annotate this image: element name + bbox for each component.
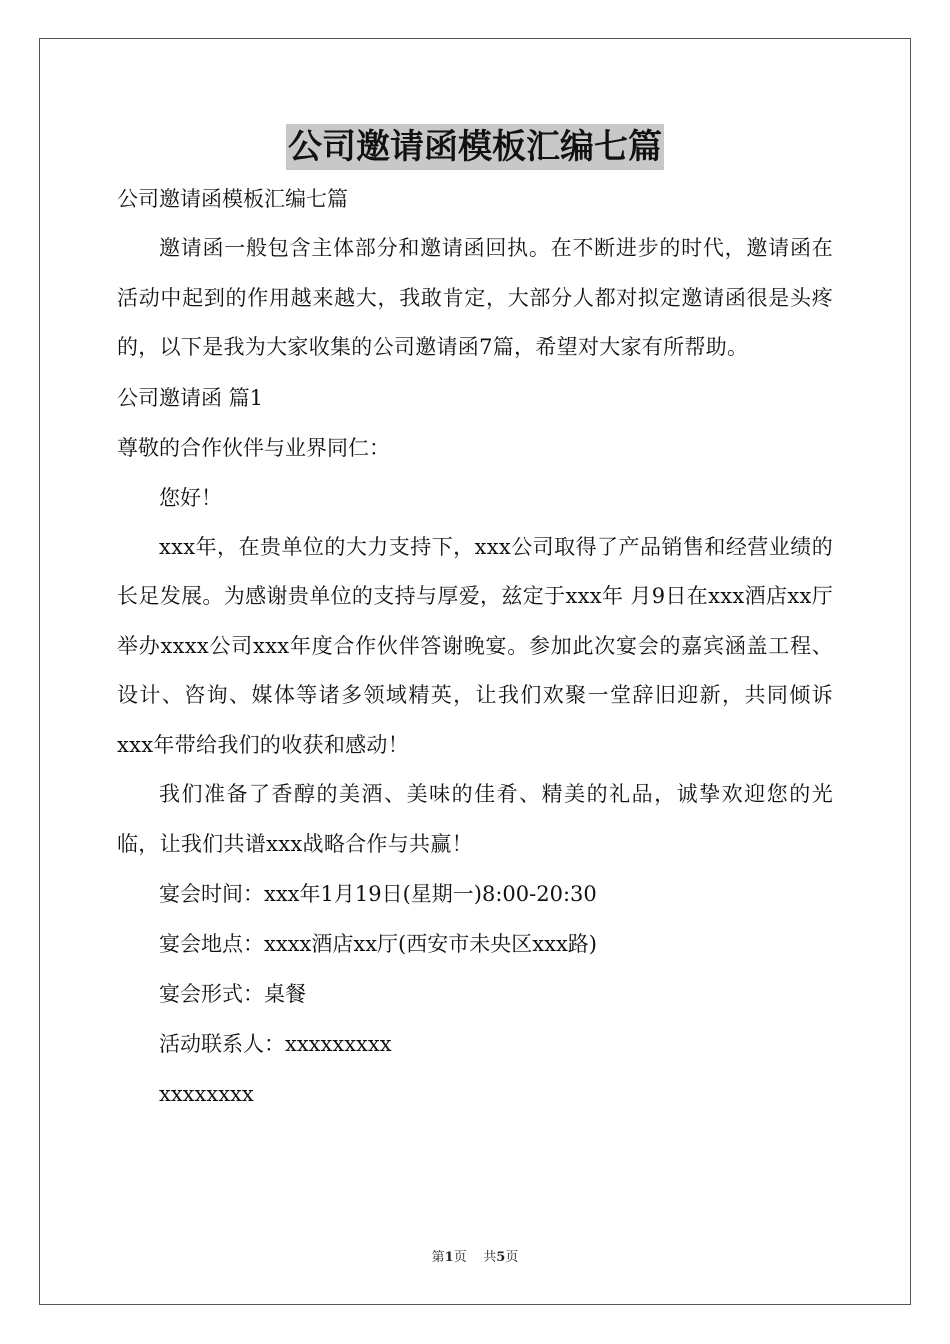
intro-paragraph: 邀请函一般包含主体部分和邀请函回执。在不断进步的时代，邀请函在活动中起到的作用越来越大，我敢肯定，大部分人都对拟定邀请函很是头疼的，以下是我为大家收集的公司邀请函7篇，希望对大家有所帮助。 [117,236,833,359]
page-footer [0,1246,950,1265]
page-prefix: 第 [431,1250,445,1265]
banquet-format: 宴会形式：桌餐 [159,982,306,1006]
body-paragraph: 我们准备了香醇的美酒、美味的佳肴、精美的礼品，诚挚欢迎您的光临，让我们共谱xxx战略合作与共赢！ [117,782,833,856]
total-suffix: 页 [505,1250,519,1265]
title-container [0,124,950,170]
contact-person: 活动联系人：xxxxxxxxx [159,1032,392,1056]
greeting: 您好！ [159,485,222,510]
banquet-time: 宴会时间：xxx年1月19日(星期一)8:00-20:30 [159,882,597,906]
total-prefix: 共 [483,1250,497,1265]
contact-extra: xxxxxxxx [159,1082,254,1106]
document-body [117,174,833,1119]
body-paragraph: xxx年，在贵单位的大力支持下，xxx公司取得了产品销售和经营业绩的长足发展。为感谢贵单位的支持与厚爱，兹定于xxx年 月9日在xxx酒店xx厅举办xxxx公司xxx年度合作伙伴答谢晚宴。参加此次宴会的嘉宾涵盖工程、设计、咨询、媒体等诸多领域精英，让我们欢聚一堂辞旧迎新，共同倾诉xxx年带给我们的收获和感动！ [117,534,833,757]
total-pages: 5 [496,1250,506,1265]
salutation: 尊敬的合作伙伴与业界同仁： [117,435,390,460]
banquet-location: 宴会地点：xxxx酒店xx厅(西安市未央区xxx路) [159,932,597,956]
document-subtitle: 公司邀请函模板汇编七篇 [117,187,348,211]
page-number: 1 [444,1250,454,1265]
document-title: 公司邀请函模板汇编七篇 [286,124,664,170]
page-suffix: 页 [453,1250,467,1265]
section-heading: 公司邀请函 篇1 [117,385,264,410]
